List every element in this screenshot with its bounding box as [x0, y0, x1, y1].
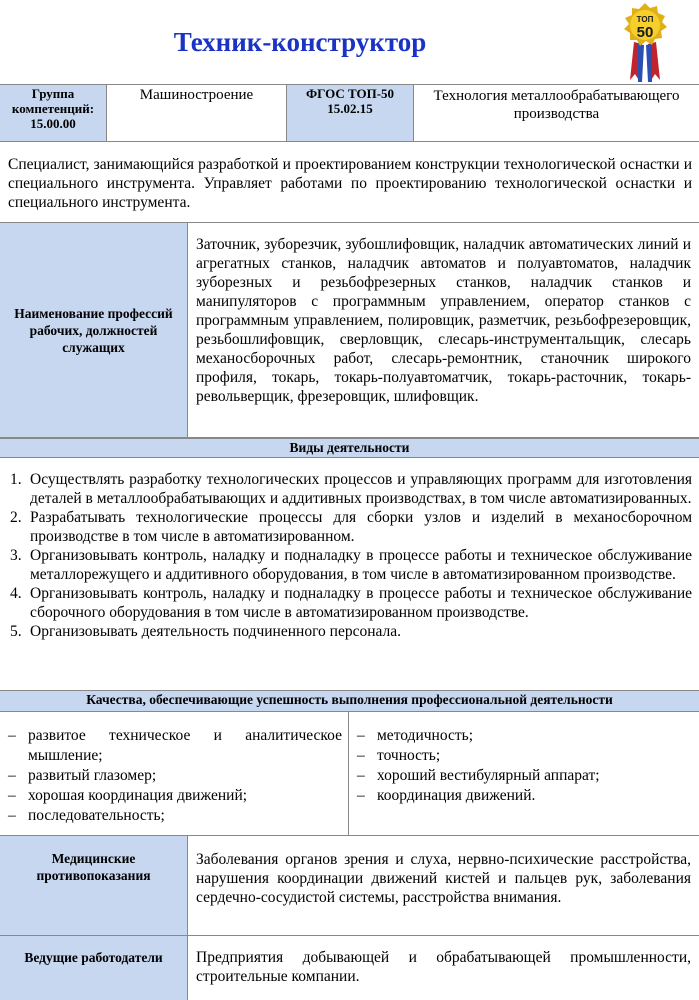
list-item: – хороший вестибулярный аппарат; — [357, 767, 600, 784]
list-item: – точность; — [357, 747, 441, 764]
info-table — [0, 84, 699, 142]
competence-group-label: Группа компетенций: 15.00.00 — [0, 85, 107, 141]
list-item: 5. Организовывать деятельность подчиненного персонала. — [10, 623, 402, 640]
activities-heading: Виды деятельности — [0, 438, 699, 458]
qualities-right-column — [349, 712, 699, 835]
activities-list — [10, 470, 692, 641]
svg-text:50: 50 — [636, 24, 654, 41]
competence-group-value: Машиностроение — [107, 85, 287, 141]
intro-description: Специалист, занимающийся разработкой и проектированием конструкции технологической оснастки и специального инструмента. Управляет работами по проектированию технологической оснастки и специального инструмента. — [8, 156, 692, 211]
list-item: – методичность; — [357, 727, 473, 744]
professions-text: Заточник, зуборезчик, зубошлифовщик, наладчик автоматических линий и агрегатных станков, наладчик автоматов и полуавтоматов, наладчик зуборезных и резьбофрезерных станков, наладчик станков и манипуляторов с программным управлением, оператор станков с программным управлением, полировщик, разметчик, резьбофрезеровщик, резьбошлифовщик, сверловщик, слесарь-инструментальщик, слесарь механосборочных работ, слесарь-ремонтник, станочник широкого профиля, токарь, токарь-полуавтоматчик, токарь-расточник, токарь-револьверщик, фрезеровщик, шлифовщик. — [196, 236, 691, 405]
page-title: Техник-конструктор — [173, 27, 427, 57]
svg-text:ТОП: ТОП — [636, 15, 654, 24]
fgos-value: Технология металлообрабатывающего производства — [433, 88, 680, 122]
professions-label: Наименование профессий рабочих, должностей служащих — [0, 223, 188, 437]
list-item: 1. Осуществлять разработку технологических процессов и управляющих программ для изготовления деталей в металлообрабатывающих и аддитивных производствах, в том числе автоматизированных. — [10, 471, 692, 507]
qualities-left-column — [0, 712, 349, 835]
contraindications-label: Медицинские противопоказания — [0, 836, 188, 935]
list-item: – координация движений. — [357, 787, 536, 804]
contraindications-text: Заболевания органов зрения и слуха, нервно-психические расстройства, нарушения координации движений кистей и пальцев рук, заболевания сердечно-сосудистой системы, расстройства внимания. — [196, 851, 691, 906]
qualities-heading: Качества, обеспечивающие успешность выполнения профессиональной деятельности — [0, 690, 699, 712]
list-item: – последовательность; — [8, 807, 165, 824]
professions-section — [0, 222, 699, 438]
list-item: – хорошая координация движений; — [8, 787, 248, 804]
list-item: 2. Разрабатывать технологические процессы для сборки узлов и изделий в механосборочном производстве в том числе в автоматизированном. — [10, 509, 692, 545]
list-item: 3. Организовывать контроль, наладку и подналадку в процессе работы и техническое обслуживание металлорежущего и аддитивного оборудования, в том числе в автоматизированном производстве. — [10, 547, 692, 583]
employers-section — [0, 936, 699, 1000]
qualities-section — [0, 712, 699, 836]
list-item: 4. Организовывать контроль, наладку и подналадку в процессе работы и техническое обслуживание сборочного оборудования в том числе в автоматизированном производстве. — [10, 585, 692, 621]
list-item: – развитое техническое и аналитическое мышление; — [8, 727, 342, 764]
employers-label: Ведущие работодатели — [0, 936, 188, 1000]
contraindications-section — [0, 836, 699, 936]
employers-text: Предприятия добывающей и обрабатывающей промышленности, строительные компании. — [196, 949, 691, 985]
top50-medal-icon — [620, 2, 670, 84]
fgos-label: ФГОС ТОП-50 15.02.15 — [287, 85, 414, 141]
list-item: – развитый глазомер; — [8, 767, 157, 784]
